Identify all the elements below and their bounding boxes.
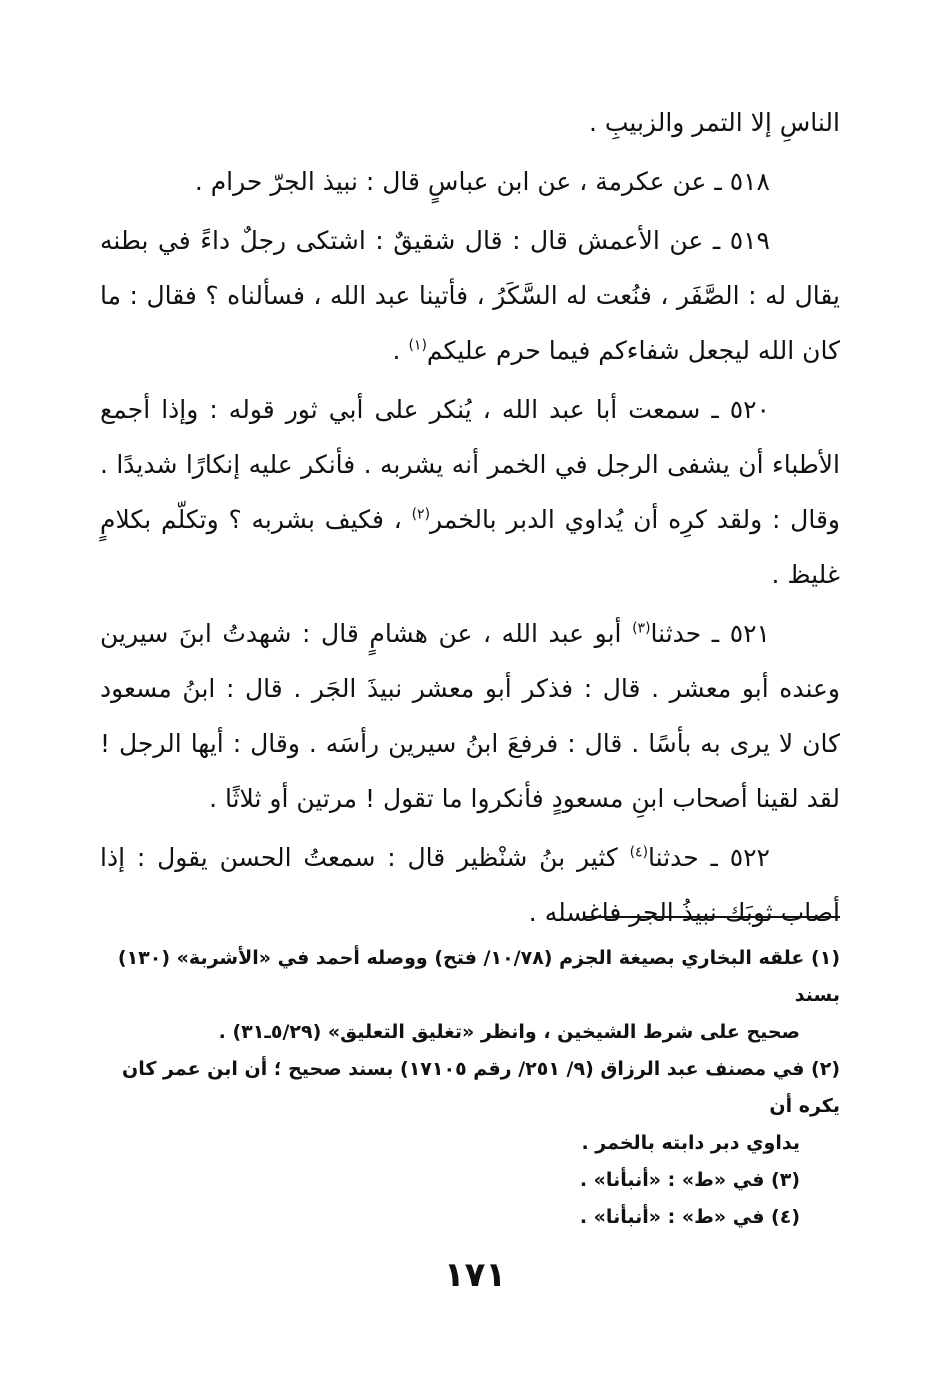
footnote-3-text: (٣) في «ط» : «أنبأنا» . (579, 1169, 800, 1191)
footnote-2 (100, 1051, 840, 1162)
paragraph-intro (100, 95, 840, 150)
paragraph-522 (100, 830, 840, 940)
paragraph-520 (100, 382, 840, 602)
footnote-1-line-2: صحيح على شرط الشيخين ، وانظر «تغليق التعليق» (٥/٢٩ـ٣١) . (218, 1021, 800, 1043)
main-text (100, 95, 840, 940)
paragraph-518-text: ٥١٨ ـ عن عكرمة ، عن ابن عباسٍ قال : نبيذ الجرّ حرام . (194, 167, 770, 196)
paragraph-521-text-b: أبو عبد الله ، عن هشامٍ قال : شهدتُ ابنَ سيرين وعنده أبو معشر . قال : فذكر أبو معشر نبيذَ الجَر . قال : ابنُ مسعود كان لا يرى به بأسًا . قال : فرفعَ ابنُ سيرين رأسَه . وقال : أيها الرجل ! لقد لقينا أصحاب ابنِ مسعودٍ فأنكروا ما تقول ! مرتين أو ثلاثًا . (100, 619, 840, 813)
paragraph-522-text-b: كثير بنُ شنْظير قال : سمعتُ الحسن يقول : إذا أصاب ثوبَك نبيذُ الجر فاغسله . (100, 843, 840, 927)
footnote-1 (100, 940, 840, 1051)
paragraph-intro-text: الناسِ إلا التمر والزبيبِ . (588, 108, 840, 137)
footnote-ref-4: (٤) (629, 844, 649, 861)
footnote-divider (585, 916, 840, 918)
footnote-4-text: (٤) في «ط» : «أنبأنا» . (579, 1206, 800, 1228)
paragraph-519-end: . (392, 336, 409, 365)
footnote-1-line-1: (١) علقه البخاري بصيغة الجزم (١٠/٧٨/ فتح) ووصله أحمد في «الأشربة» (١٣٠) بسند (117, 947, 840, 1006)
paragraph-518 (100, 154, 840, 209)
footnote-ref-3: (٣) (632, 620, 651, 637)
paragraph-520-text-a: ٥٢٠ ـ سمعت أبا عبد الله ، يُنكر على أبي ثور قوله : وإذا أجمع الأطباء أن يشفى الرجل في الخمر أنه يشربه . فأنكر عليه إنكارًا شديدًا . وقال : ولقد كرِه أن يُداوي الدبر بالخمر (100, 395, 840, 534)
footnote-2-line-1: (٢) في مصنف عبد الرزاق (٩/ ٢٥١/ رقم ١٧١٠٥) بسند صحيح ؛ أن ابن عمر كان يكره أن (122, 1058, 840, 1117)
footnote-3 (100, 1162, 840, 1199)
footnote-2-line-2: يداوي دبر دابته بالخمر . (581, 1132, 800, 1154)
footnote-ref-2: (٢) (411, 506, 431, 523)
paragraph-519 (100, 213, 840, 378)
paragraph-519-text: ٥١٩ ـ عن الأعمش قال : قال شقيقٌ : اشتكى رجلٌ داءً في بطنه يقال له : الصَّفَر ، فنُعت له السَّكَرُ ، فأتينا عبد الله ، فسألناه ؟ فقال : ما كان الله ليجعل شفاءكم فيما حرم عليكم (100, 226, 840, 365)
paragraph-522-text-a: ٥٢٢ ـ حدثنا (648, 843, 770, 872)
footnote-4 (100, 1199, 840, 1236)
paragraph-520-text-b: ، فكيف بشربه ؟ وتكلّم بكلامٍ غليظ . (100, 505, 840, 589)
footnote-ref-1: (١) (408, 337, 427, 354)
footnotes (100, 940, 840, 1236)
paragraph-521-text-a: ٥٢١ ـ حدثنا (650, 619, 770, 648)
page-number: ١٧١ (443, 1255, 507, 1295)
paragraph-521 (100, 606, 840, 826)
